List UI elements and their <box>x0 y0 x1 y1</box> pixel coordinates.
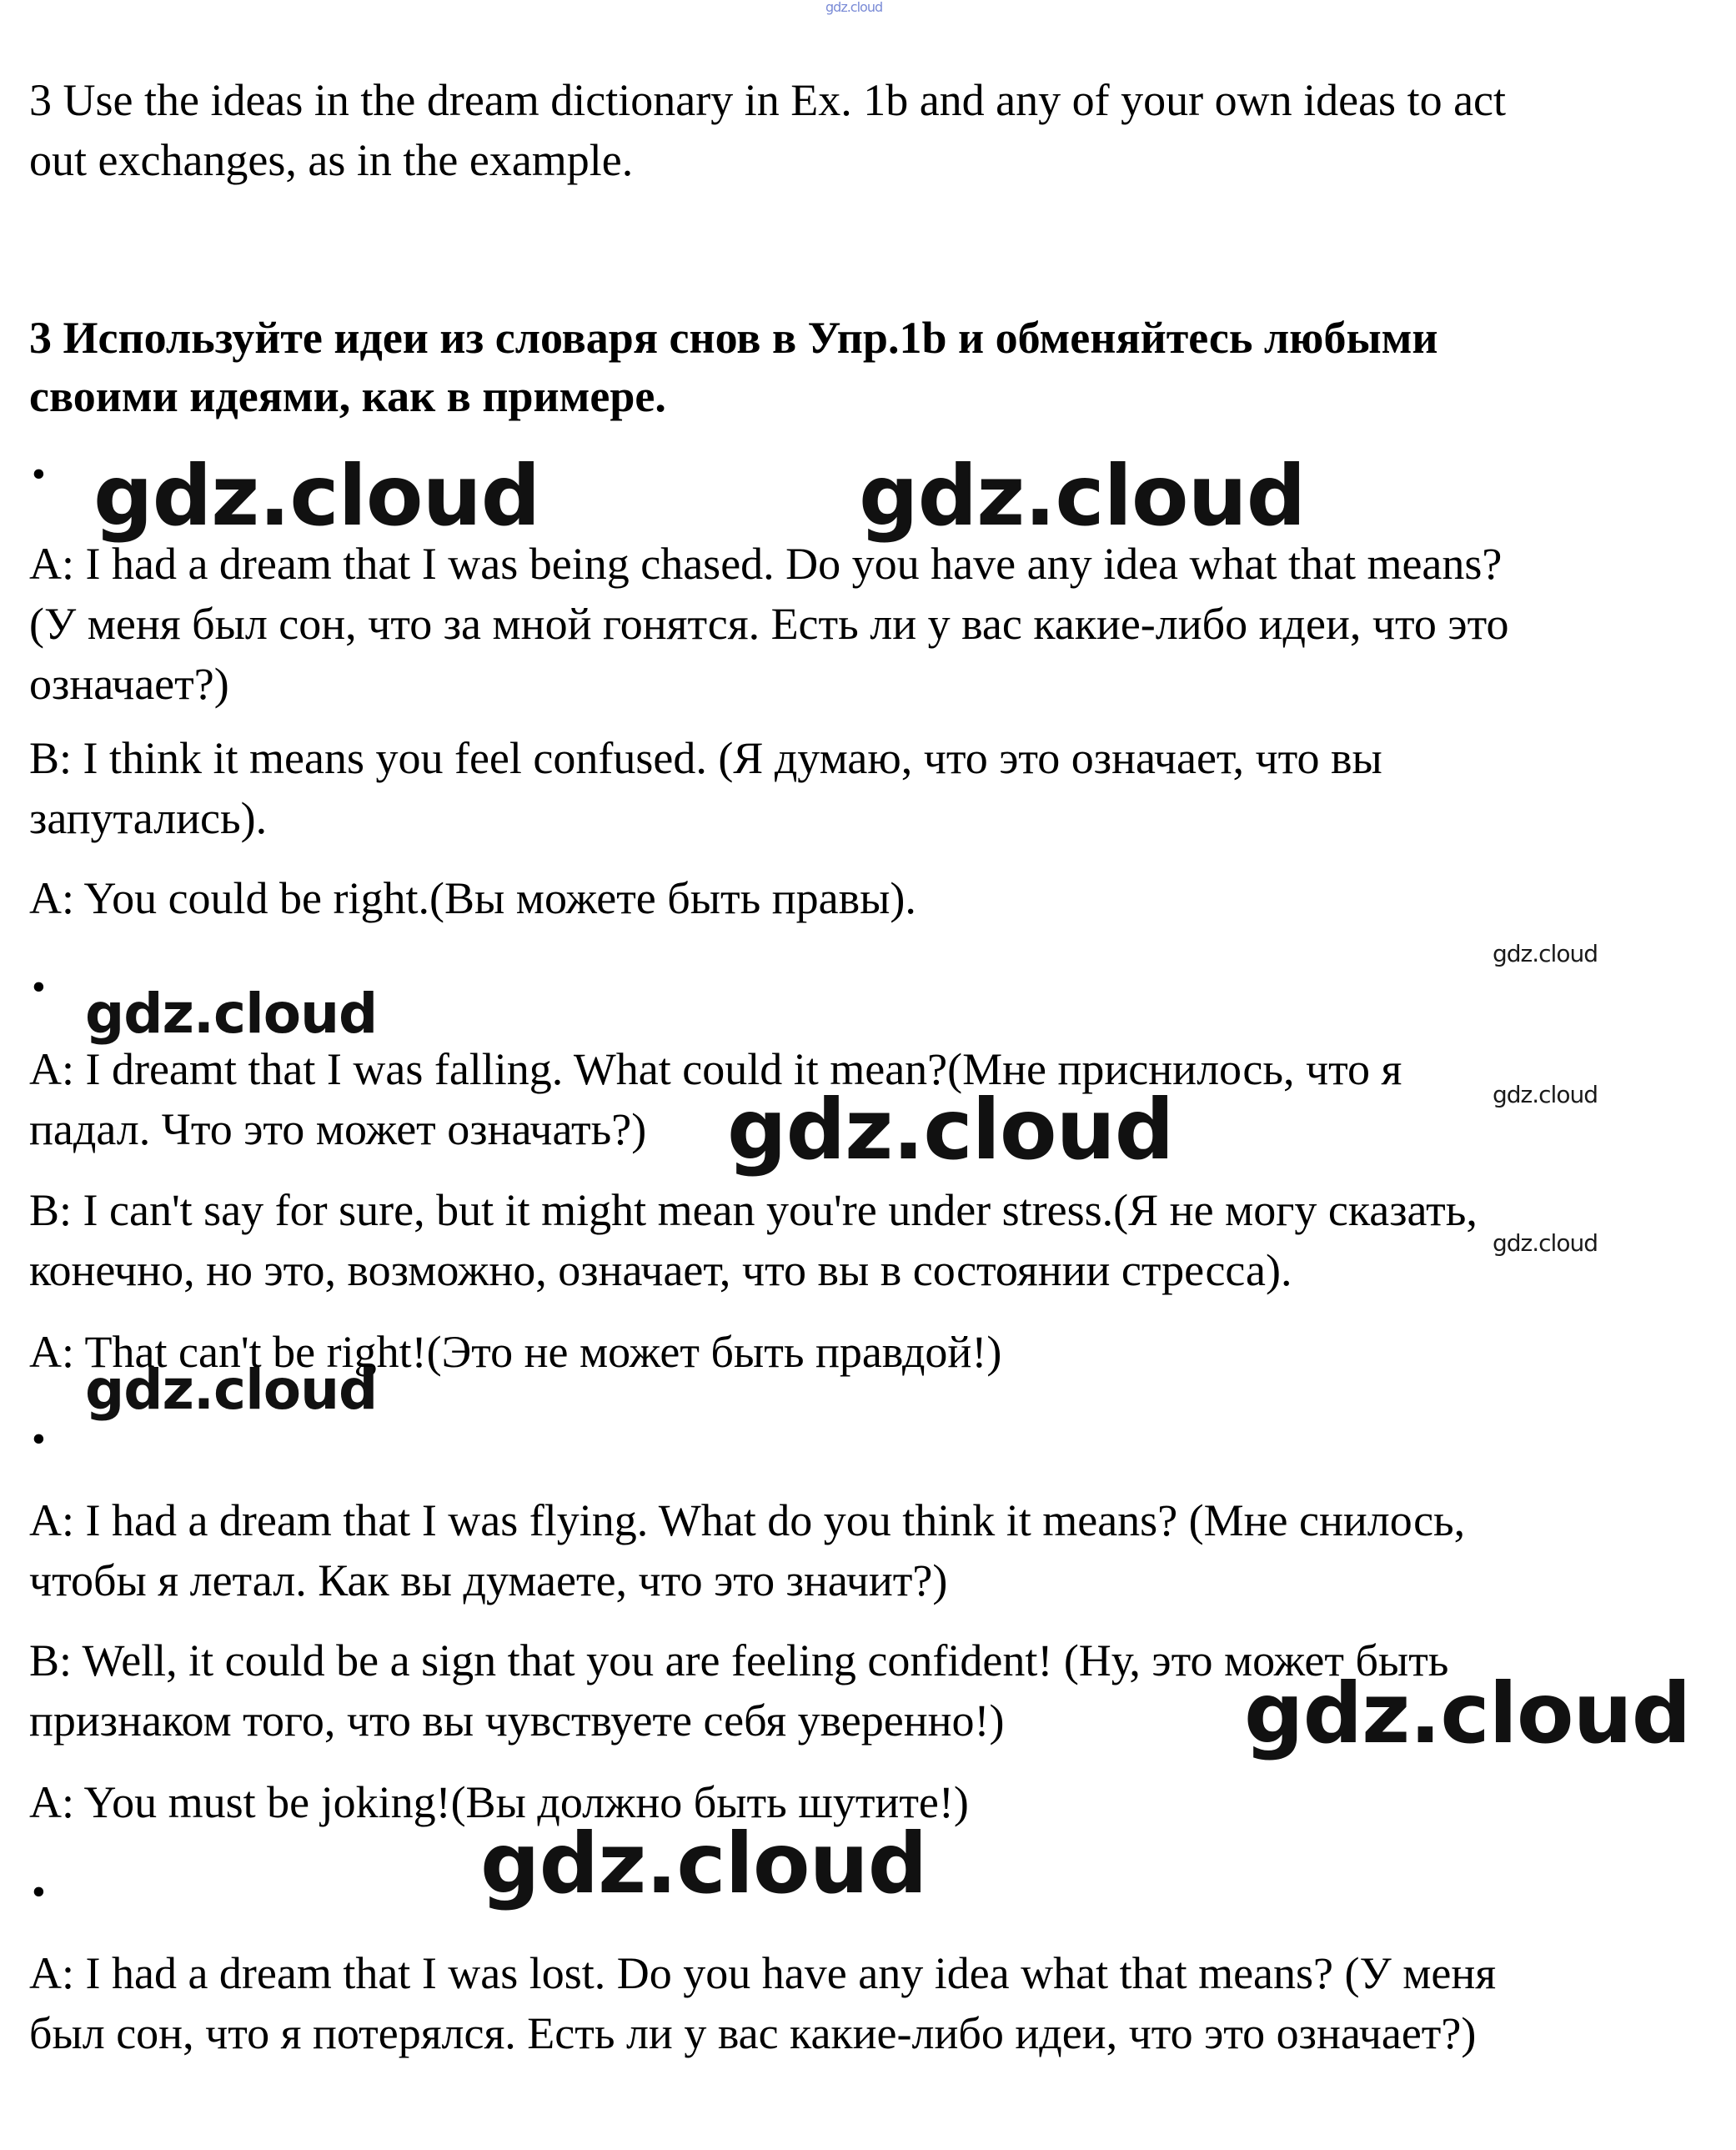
exchange-2-line-a: A: I dreamt that I was falling. What could it mean?(Мне приснилось, что я падал. Что это может означать?) <box>29 1044 1402 1154</box>
watermark-9: gdz.cloud <box>1244 1665 1691 1762</box>
bullet-1: • <box>32 452 46 496</box>
exchange-3-line-b: B: Well, it could be a sign that you are feeling confident! (Ну, это может быть признаком того, что вы чувствуете себя уверенно!) <box>29 1635 1449 1746</box>
exchange-2-line-c: A: That can't be right!(Это не может быть правдой!) <box>29 1327 1002 1377</box>
bullet-2: • <box>32 965 46 1009</box>
exchange-3-line-c: A: You must be joking!(Вы должно быть шутите!) <box>29 1777 969 1827</box>
exchange-2-line-b: B: I can't say for sure, but it might mean you're under stress.(Я не могу сказать, конечно, но это, возможно, означает, что вы в состоянии стресса). <box>29 1185 1478 1295</box>
task-english: 3 Use the ideas in the dream dictionary in Ex. 1b and any of your own ideas to act out exchanges, as in the example. <box>29 75 1507 185</box>
task-russian: 3 Используйте идеи из словаря снов в Упр.1b и обменяйтесь любыми своими идеями, как в примере. <box>29 313 1438 421</box>
watermark-3: gdz.cloud <box>1493 940 1598 967</box>
watermark-7: gdz.cloud <box>1493 1229 1598 1257</box>
exchange-1-line-c: A: You could be right.(Вы можете быть правы). <box>29 873 916 923</box>
exchange-3-line-a: A: I had a dream that I was flying. What do you think it means? (Мне снилось, чтобы я летал. Как вы думаете, что это значит?) <box>29 1495 1466 1605</box>
watermark-1: gdz.cloud <box>93 447 540 545</box>
exchange-1-line-a: A: I had a dream that I was being chased. Do you have any idea what that means? (У меня был сон, что за мной гонятся. Есть ли у вас какие-либо идеи, что это означает?) <box>29 539 1509 709</box>
watermark-4: gdz.cloud <box>85 982 378 1046</box>
top-watermark: gdz.cloud <box>825 0 883 15</box>
exchange-1-line-b: B: I think it means you feel confused. (Я думаю, что это означает, что вы запутались). <box>29 733 1382 843</box>
watermark-2: gdz.cloud <box>859 447 1306 545</box>
exchange-4-line-a: A: I had a dream that I was lost. Do you have any idea what that means? (У меня был сон, что я потерялся. Есть ли у вас какие-либо идеи, что это означает?) <box>29 1948 1497 2058</box>
bullet-3: • <box>32 1417 46 1461</box>
watermark-5: gdz.cloud <box>1493 1081 1598 1108</box>
watermark-6: gdz.cloud <box>727 1081 1174 1178</box>
bullet-4: • <box>32 1870 46 1914</box>
watermark-10: gdz.cloud <box>480 1815 927 1912</box>
watermark-8: gdz.cloud <box>85 1358 378 1422</box>
